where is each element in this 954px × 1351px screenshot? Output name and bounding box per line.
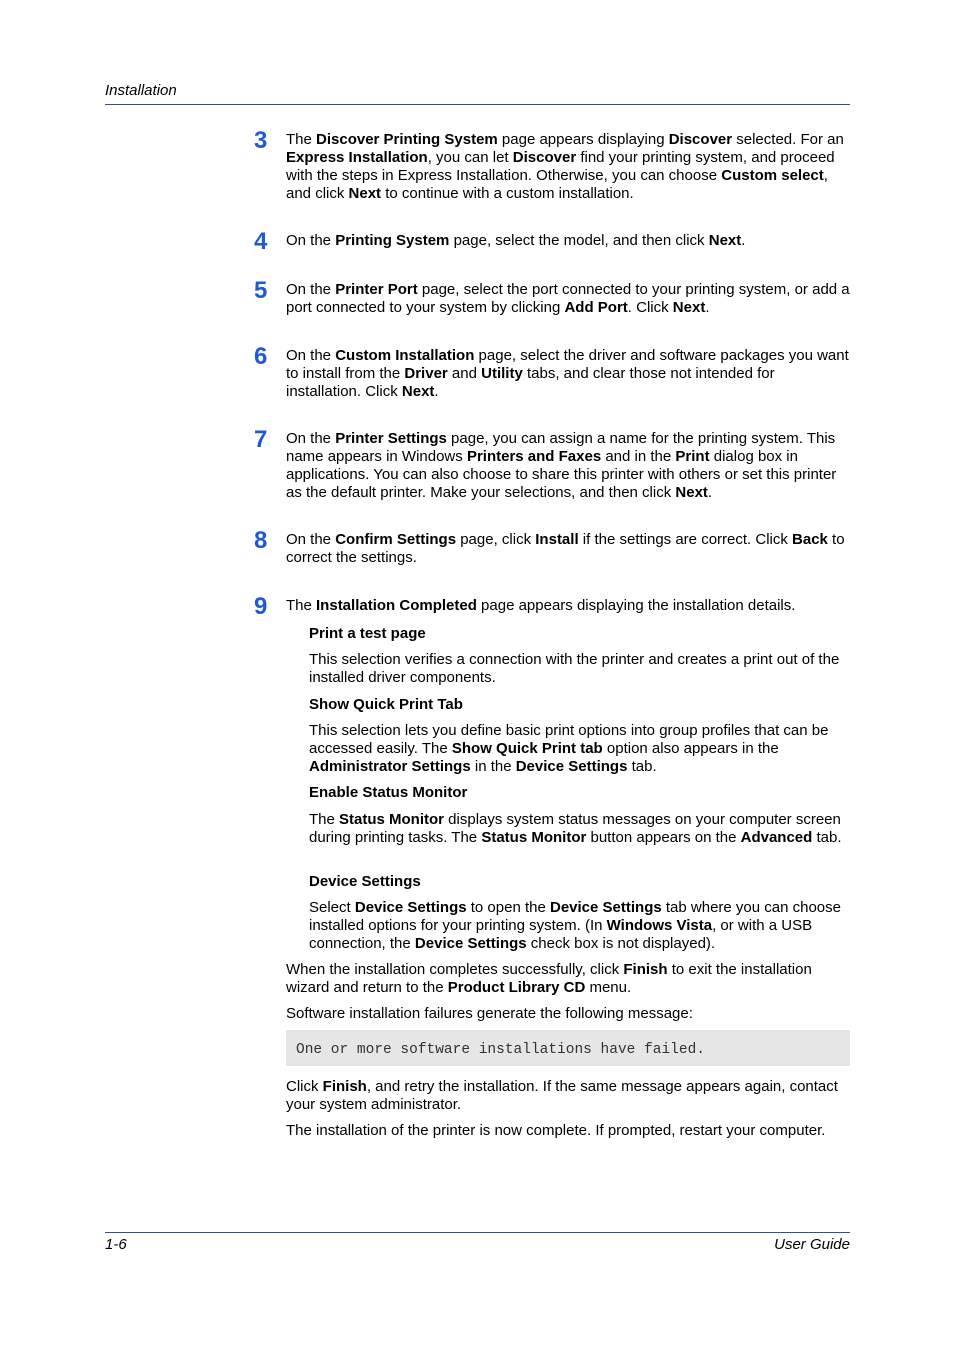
option-description: This selection verifies a connection with the printer and creates a print out of the installed driver components. — [309, 651, 840, 686]
ui-term: Printers and Faxes — [466, 448, 602, 465]
ui-term: Next — [401, 383, 435, 400]
running-header: Installation — [105, 82, 177, 99]
completion-paragraph: When the installation completes successfully, click Finish to exit the installation wizard and return to the Product Library CD menu. — [286, 961, 812, 996]
failure-intro-paragraph: Software installation failures generate the following message: — [286, 1005, 693, 1022]
ui-term: Printing System — [335, 232, 450, 249]
ui-term: Confirm Settings — [335, 531, 457, 548]
ui-term: Discover — [668, 131, 733, 148]
ui-term: Product Library CD — [447, 979, 586, 996]
ui-term: Driver — [404, 365, 448, 382]
ui-term: Status Monitor — [481, 829, 587, 846]
option-description: The Status Monitor displays system status messages on your computer screen during printing tasks. The Status Monitor button appears on the Advanced tab. — [309, 811, 842, 846]
ui-term: Status Monitor — [339, 811, 445, 828]
step-text: The Discover Printing System page appears displaying Discover selected. For an Express Installation, you can let Discover find your printing system, and proceed with the steps in Express Installation. Otherwise, you can choose Custom select, and click Next to continue with a custom installation. — [286, 131, 844, 202]
ui-term: Discover Printing System — [316, 131, 498, 148]
retry-paragraph: Click Finish, and retry the installation. If the same message appears again, contact your system administrator. — [286, 1078, 838, 1113]
ui-term: Windows Vista — [606, 917, 713, 934]
ui-term: Device Settings — [354, 899, 467, 916]
step-number: 6 — [254, 343, 268, 370]
document-title: User Guide — [774, 1236, 850, 1253]
step-number: 4 — [254, 228, 268, 255]
ui-term: Next — [348, 185, 382, 202]
step-text: On the Printing System page, select the model, and then click Next. — [286, 232, 746, 249]
ui-term: Install — [535, 531, 579, 548]
ui-term: Back — [792, 531, 828, 548]
ui-term: Printer Port — [335, 281, 418, 298]
step-text: The Installation Completed page appears displaying the installation details. — [286, 597, 796, 614]
option-description: Select Device Settings to open the Device Settings tab where you can choose installed options for your printing system. (In Windows Vista, or with a USB connection, the Device Settings check box is not displayed). — [309, 899, 841, 952]
ui-term: Show Quick Print tab — [451, 740, 603, 757]
ui-term: Discover — [512, 149, 577, 166]
complete-paragraph: The installation of the printer is now complete. If prompted, restart your computer. — [286, 1122, 826, 1139]
ui-term: Custom select — [721, 167, 824, 184]
ui-term: Finish — [322, 1078, 367, 1095]
step-text: On the Custom Installation page, select the driver and software packages you want to install from the Driver and Utility tabs, and clear those not intended for installation. Click Next. — [286, 347, 849, 400]
step-text: On the Confirm Settings page, click Install if the settings are correct. Click Back to correct the settings. — [286, 531, 845, 566]
ui-term: Printer Settings — [335, 430, 447, 447]
error-message-box — [286, 1030, 850, 1066]
footer-rule — [105, 1232, 850, 1233]
ui-term: Utility — [481, 365, 523, 382]
ui-term: Installation Completed — [316, 597, 477, 614]
ui-term: Advanced — [740, 829, 813, 846]
step-number: 9 — [254, 593, 268, 620]
option-heading: Print a test page — [309, 625, 426, 642]
header-rule — [105, 104, 850, 105]
option-description: This selection lets you define basic print options into group profiles that can be accessed easily. The Show Quick Print tab option also appears in the Administrator Settings in the Device Settings tab. — [309, 722, 829, 775]
page-number: 1-6 — [105, 1236, 127, 1253]
ui-term: Finish — [623, 961, 668, 978]
ui-term: Express Installation — [286, 149, 428, 166]
ui-term: Print — [675, 448, 710, 465]
step-number: 5 — [254, 277, 268, 304]
option-heading: Device Settings — [309, 873, 421, 890]
step-number: 3 — [254, 127, 268, 154]
ui-term: Device Settings — [549, 899, 662, 916]
option-heading: Enable Status Monitor — [309, 784, 468, 801]
ui-term: Next — [708, 232, 742, 249]
step-text: On the Printer Settings page, you can assign a name for the printing system. This name appears in Windows Printers and Faxes and in the Print dialog box in applications. You can also choose to share this printer with others or set this printer as the default printer. Make your selections, and then click Next. — [286, 430, 837, 501]
ui-term: Administrator Settings — [309, 758, 471, 775]
option-heading: Show Quick Print Tab — [309, 696, 463, 713]
error-message-text: One or more software installations have failed. — [296, 1042, 705, 1058]
ui-term: Custom Installation — [335, 347, 475, 364]
step-number: 7 — [254, 426, 268, 453]
ui-term: Next — [672, 299, 706, 316]
step-text: On the Printer Port page, select the port connected to your printing system, or add a port connected to your system by clicking Add Port. Click Next. — [286, 281, 850, 316]
ui-term: Add Port — [564, 299, 628, 316]
ui-term: Next — [675, 484, 708, 501]
ui-term: Device Settings — [414, 935, 527, 952]
step-number: 8 — [254, 527, 268, 554]
ui-term: Device Settings — [515, 758, 628, 775]
